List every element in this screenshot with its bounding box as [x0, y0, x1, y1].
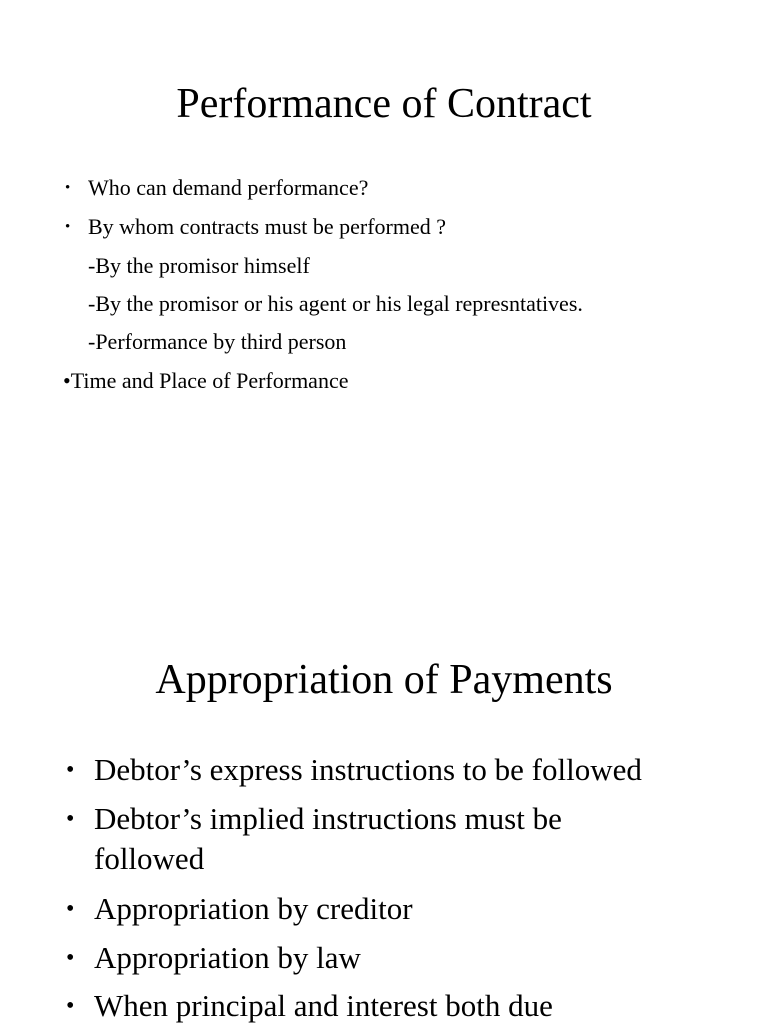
list-item: Who can demand performance? — [88, 175, 369, 200]
bullet-icon: • — [66, 806, 75, 832]
slide-title: Appropriation of Payments — [155, 657, 613, 703]
bullet-icon: • — [66, 757, 75, 783]
list-item: When principal and interest both due — [94, 988, 553, 1023]
list-item: Debtor’s express instructions to be followed — [94, 752, 642, 787]
list-item-continuation: followed — [94, 841, 205, 876]
bullet-icon: • — [65, 219, 71, 235]
bullet-icon: • — [66, 993, 75, 1019]
sub-list-item: -Performance by third person — [88, 329, 347, 354]
bullet-icon: • — [66, 896, 75, 922]
slide-appropriation-of-payments — [0, 512, 768, 1024]
slide-title: Performance of Contract — [176, 81, 592, 127]
list-item: •Time and Place of Performance — [63, 368, 349, 393]
sub-list-item: -By the promisor himself — [88, 253, 310, 278]
sub-list-item: -By the promisor or his agent or his legal represntatives. — [88, 291, 583, 316]
list-item: Debtor’s implied instructions must be — [94, 801, 562, 836]
bullet-icon: • — [65, 180, 71, 196]
bullet-icon: • — [66, 945, 75, 971]
list-item: Appropriation by creditor — [94, 891, 413, 926]
list-item: Appropriation by law — [94, 940, 361, 975]
slide-performance-of-contract — [0, 0, 768, 512]
list-item: By whom contracts must be performed ? — [88, 214, 447, 239]
